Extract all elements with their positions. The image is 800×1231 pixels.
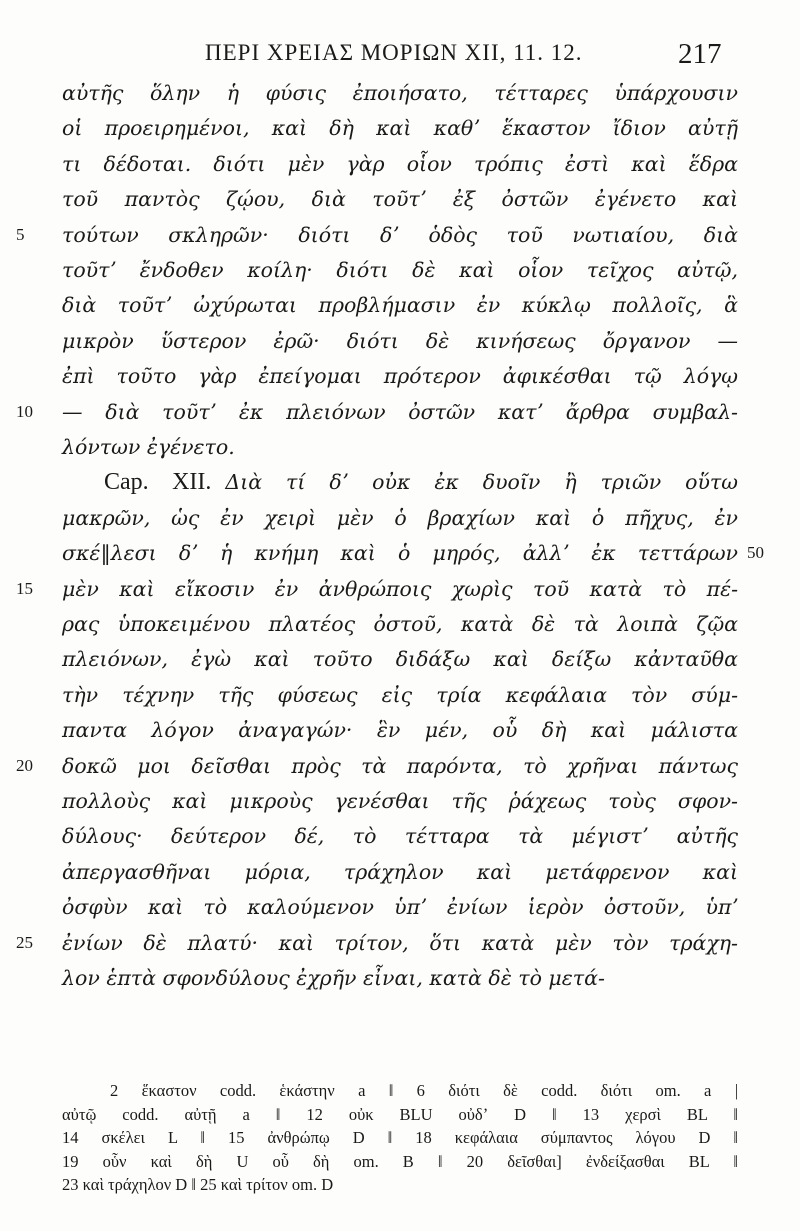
margin-reference: 50	[747, 543, 764, 563]
footnote-line: 23 καὶ τράχηλον D ‖ 25 καὶ τρίτον om. D	[62, 1175, 334, 1194]
text-line	[0, 890, 800, 924]
text-line	[0, 395, 800, 429]
line-text: μακρῶν, ὡς ἐν χειρὶ μὲν ὁ βραχίων καὶ ὁ πῆχυς, ἐν	[62, 505, 738, 530]
text-line	[0, 182, 800, 216]
chapter-text: Διὰ τί δʼ οὐκ ἐκ δυοῖν ἢ τριῶν οὕτω	[225, 470, 738, 495]
text-line	[0, 253, 800, 287]
line-text: τι δέδοται. διότι μὲν γὰρ οἷον τρόπις ἐστὶ καὶ ἕδρα	[62, 151, 738, 176]
line-text: ἀπεργασθῆναι μόρια, τράχηλον καὶ μετάφρενον καὶ	[62, 859, 738, 884]
line-text: λόντων ἐγένετο.	[62, 435, 235, 459]
text-line	[0, 819, 800, 853]
footnote-line: αὐτῷ codd. αὐτῇ a ‖ 12 οὐκ BLU οὐδʼ D ‖ 13 χερσὶ BL ‖	[62, 1104, 738, 1124]
line-text: τούτων σκληρῶν· διότι δʼ ὁδὸς τοῦ νωτιαίου, διὰ	[62, 222, 738, 247]
page-header	[0, 30, 800, 80]
footnote-line: 14 σκέλει L ‖ 15 ἀνθρώπῳ D ‖ 18 κεφάλαια σύμπαντος λόγου D ‖	[62, 1128, 738, 1147]
text-line	[0, 572, 800, 606]
text-line	[0, 501, 800, 535]
text-line	[0, 678, 800, 712]
line-text: — διὰ τοῦτʼ ἐκ πλειόνων ὀστῶν κατʼ ἄρθρα συμβαλ-	[62, 399, 738, 424]
text-line	[0, 111, 800, 145]
line-text: ὀσφὺν καὶ τὸ καλούμενον ὑπʼ ἐνίων ἱερὸν ὀστοῦν, ὑπʼ	[62, 895, 738, 920]
line-text: σκέ‖λεσι δʼ ἡ κνήμη καὶ ὁ μηρός, ἀλλʼ ἐκ τεττάρων	[62, 541, 738, 566]
text-line	[0, 642, 800, 676]
line-text: δοκῶ μοι δεῖσθαι πρὸς τὰ παρόντα, τὸ χρῆναι πάντως	[62, 753, 738, 778]
text-line	[0, 607, 800, 641]
line-text: πλειόνων, ἐγὼ καὶ τοῦτο διδάξω καὶ δείξω κἀνταῦθα	[62, 647, 738, 672]
line-text: αὐτῆς ὅλην ἡ φύσις ἐποιήσατο, τέτταρες ὑπάρχουσιν	[62, 81, 738, 105]
page-number: 217	[678, 38, 722, 70]
text-line	[0, 288, 800, 322]
line-text: ἐνίων δὲ πλατύ· καὶ τρίτον, ὅτι κατὰ μὲν τὸν τράχη-	[62, 930, 738, 955]
text-line	[0, 76, 800, 110]
text-line	[0, 465, 800, 499]
line-text: πολλοὺς καὶ μικροὺς γενέσθαι τῆς ῥάχεως τοὺς σφον-	[62, 789, 738, 813]
line-text: δύλους· δεύτερον δέ, τὸ τέτταρα τὰ μέγιστʼ αὐτῆς	[62, 824, 738, 849]
line-text: μὲν καὶ εἴκοσιν ἐν ἀνθρώποις χωρὶς τοῦ κατὰ τὸ πέ-	[62, 576, 738, 601]
line-text: τοῦ παντὸς ζῴου, διὰ τοῦτʼ ἐξ ὀστῶν ἐγένετο καὶ	[62, 187, 738, 212]
line-number: 15	[16, 578, 33, 598]
text-line	[0, 713, 800, 747]
line-text: ρας ὑποκειμένου πλατέος ὀστοῦ, κατὰ δὲ τὰ λοιπὰ ζῷα	[62, 612, 738, 636]
text-line	[0, 784, 800, 818]
text-line	[0, 926, 800, 960]
running-title: ΠΕΡΙ ΧΡΕΙΑΣ ΜΟΡΙΩΝ XII, 11. 12.	[205, 40, 583, 65]
line-text: διὰ τοῦτʼ ὠχύρωται προβλήμασιν ἐν κύκλῳ πολλοῖς, ἃ	[62, 293, 738, 318]
footnote-line: 2 ἕκαστον codd. ἑκάστην a ‖ 6 διότι δὲ codd. διότι om. a |	[110, 1081, 738, 1100]
line-number: 10	[16, 401, 33, 421]
text-line	[0, 147, 800, 181]
text-line	[0, 749, 800, 783]
text-line	[0, 961, 800, 995]
text-line	[0, 855, 800, 889]
text-line	[0, 430, 800, 464]
line-number: 20	[16, 755, 33, 775]
text-line	[0, 359, 800, 393]
text-line	[0, 536, 800, 570]
footnote-line: 19 οὗν καὶ δὴ U οὗ δὴ om. B ‖ 20 δεῖσθαι] ἐνδείξασθαι BL ‖	[62, 1151, 738, 1171]
line-text: τὴν τέχνην τῆς φύσεως εἰς τρία κεφάλαια τὸν σύμ-	[62, 682, 738, 707]
line-number: 25	[16, 932, 33, 952]
line-text: μικρὸν ὕστερον ἐρῶ· διότι δὲ κινήσεως ὄργανον —	[62, 328, 738, 353]
text-line	[0, 324, 800, 358]
text-line	[0, 218, 800, 252]
line-number: 5	[16, 224, 25, 244]
chapter-label: Cap. XII.	[104, 469, 212, 496]
line-text: οἱ προειρημένοι, καὶ δὴ καὶ καθʼ ἕκαστον ἴδιον αὐτῇ	[62, 116, 738, 141]
line-text: παντα λόγον ἀναγαγών· ἓν μέν, οὗ δὴ καὶ μάλιστα	[62, 718, 738, 743]
line-text: ἐπὶ τοῦτο γὰρ ἐπείγομαι πρότερον ἀφικέσθαι τῷ λόγῳ	[62, 364, 738, 389]
line-text	[104, 465, 738, 499]
line-text: λον ἑπτὰ σφονδύλους ἐχρῆν εἶναι, κατὰ δὲ τὸ μετά-	[62, 966, 605, 990]
line-text: τοῦτʼ ἔνδοθεν κοίλη· διότι δὲ καὶ οἷον τεῖχος αὐτῷ,	[62, 258, 738, 282]
